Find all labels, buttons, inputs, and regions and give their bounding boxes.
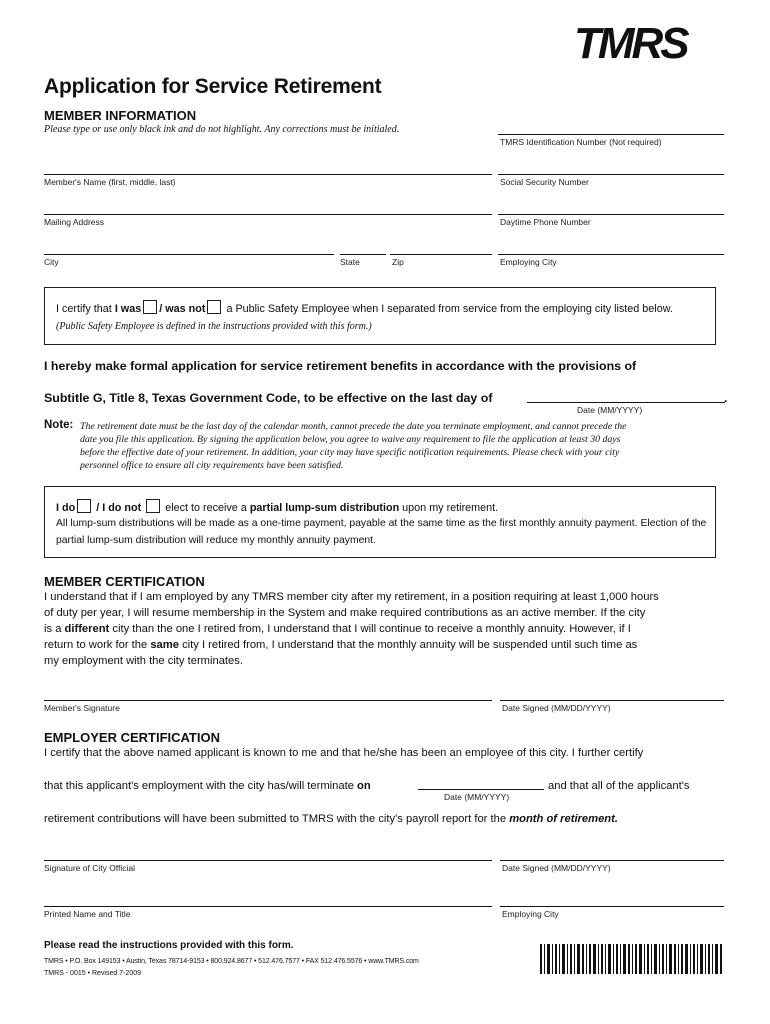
- ink-instructions: Please type or use only black ink and do not highlight. Any corrections must be initialed.: [44, 124, 400, 135]
- termination-date-label: Date (MM/YYYY): [444, 792, 510, 802]
- slash-text: /: [159, 303, 163, 315]
- member-cert-heading: MEMBER CERTIFICATION: [44, 574, 205, 589]
- employing-city-label: Employing City: [500, 257, 557, 267]
- was-not-label: was not: [165, 303, 206, 315]
- certify-suffix: a Public Safety Employee when I separated from service from the employing city listed below.: [226, 303, 673, 315]
- zip-field[interactable]: [390, 254, 492, 255]
- member-name-label: Member's Name (first, middle, last): [44, 177, 176, 187]
- i-do-not-checkbox[interactable]: [146, 499, 160, 513]
- public-safety-note: (Public Safety Employee is defined in the instructions provided with this form.): [56, 321, 372, 332]
- logo-text: TMRS: [574, 20, 687, 64]
- application-line-2: Subtitle G, Title 8, Texas Government Code, to be effective on the last day of: [44, 391, 493, 405]
- phone-field[interactable]: [498, 214, 724, 215]
- lump-sum-line-3: partial lump-sum distribution will reduce my monthly annuity payment.: [56, 535, 376, 546]
- partial-lump-sum-text: partial lump-sum distribution: [249, 502, 400, 514]
- employer-city-field[interactable]: [500, 906, 724, 907]
- official-date-signed-field[interactable]: [500, 860, 724, 861]
- mailing-address-field[interactable]: [44, 214, 492, 215]
- member-date-signed-label: Date Signed (MM/DD/YYYY): [502, 703, 611, 713]
- barcode-icon: [540, 944, 722, 974]
- employing-city-field[interactable]: [498, 254, 724, 255]
- note-line-2: date you file this application. By signing the application below, you agree to waive any requirement to file the application at least 30 days: [80, 434, 621, 445]
- l2-start: that this applicant's employment with the city has/will terminate: [44, 780, 354, 792]
- l4-end: city I retired from, I understand that the monthly annuity will be suspended until such time as: [182, 639, 638, 651]
- tmrs-id-field[interactable]: [498, 134, 724, 135]
- note-label: Note:: [44, 419, 74, 431]
- member-name-field[interactable]: [44, 174, 492, 175]
- l3-end: city than the one I retired from, I understand that I will continue to receive a monthly annuity. However, if I: [112, 623, 631, 635]
- period: .: [724, 391, 728, 405]
- note-line-1: The retirement date must be the last day of the calendar month, cannot precede the date you terminate employment, and cannot precede the: [80, 421, 627, 432]
- l3e-start: retirement contributions will have been submitted to TMRS with the city's payroll report for the: [44, 813, 507, 825]
- page-title: Application for Service Retirement: [44, 75, 382, 98]
- application-line-1: I hereby make formal application for service retirement benefits in accordance with the provisions of: [44, 359, 637, 373]
- employer-cert-line-1: I certify that the above named applicant is known to me and that he/she has been an employee of this city. I further certify: [44, 747, 644, 759]
- different-text: different: [64, 623, 110, 635]
- on-text: on: [357, 780, 371, 792]
- month-of-retirement-text: month of retirement.: [509, 813, 618, 825]
- public-safety-box: [44, 287, 716, 345]
- effective-date-label: Date (MM/YYYY): [577, 405, 643, 415]
- printed-name-field[interactable]: [44, 906, 492, 907]
- was-not-checkbox[interactable]: [207, 300, 221, 314]
- tmrs-logo: [572, 20, 724, 64]
- elect-text: elect to receive a: [165, 502, 247, 514]
- i-do-label: I do: [56, 502, 76, 514]
- member-date-signed-field[interactable]: [500, 700, 724, 701]
- ssn-field[interactable]: [498, 174, 724, 175]
- official-signature-label: Signature of City Official: [44, 863, 136, 873]
- effective-date-field[interactable]: [527, 402, 725, 403]
- state-field[interactable]: [340, 254, 386, 255]
- official-date-signed-label: Date Signed (MM/DD/YYYY): [502, 863, 611, 873]
- mailing-address-label: Mailing Address: [44, 217, 105, 227]
- tmrs-id-label: TMRS Identification Number (Not required): [500, 137, 662, 147]
- i-do-checkbox[interactable]: [77, 499, 91, 513]
- city-field[interactable]: [44, 254, 334, 255]
- member-signature-field[interactable]: [44, 700, 492, 701]
- member-cert-line-5: my employment with the city terminates.: [44, 655, 243, 667]
- employer-cert-line-2a: [44, 778, 371, 794]
- lump-sum-line-2: All lump-sum distributions will be made as a one-time payment, payable at the same time as the first monthly annuity payment. Election of the: [56, 518, 707, 529]
- i-do-not-label: I do not: [102, 502, 142, 514]
- termination-date-field[interactable]: [418, 789, 544, 790]
- member-signature-label: Member's Signature: [44, 703, 120, 713]
- member-cert-line-2: of duty per year, I will resume membership in the System and make required contributions as an active member. If the city: [44, 607, 646, 619]
- employer-cert-heading: EMPLOYER CERTIFICATION: [44, 730, 220, 745]
- phone-label: Daytime Phone Number: [500, 217, 591, 227]
- lump-sum-statement: [56, 499, 498, 514]
- employer-cert-line-2c: and that all of the applicant's: [548, 780, 690, 792]
- footer-form-number: TMRS - 0015 • Revised 7-2009: [44, 970, 141, 977]
- was-label: I was: [114, 303, 142, 315]
- was-checkbox[interactable]: [143, 300, 157, 314]
- zip-label: Zip: [392, 257, 404, 267]
- printed-name-label: Printed Name and Title: [44, 909, 131, 919]
- ssn-label: Social Security Number: [500, 177, 589, 187]
- employer-cert-line-3: [44, 811, 618, 827]
- official-signature-field[interactable]: [44, 860, 492, 861]
- l4-start: return to work for the: [44, 639, 148, 651]
- certify-prefix: I certify that: [56, 303, 112, 315]
- same-text: same: [150, 639, 179, 651]
- member-cert-line-4: [44, 637, 637, 653]
- member-cert-line-3: [44, 621, 631, 637]
- upon-text: upon my retirement.: [402, 502, 499, 514]
- public-safety-statement: [56, 300, 673, 315]
- footer-address: TMRS • P.O. Box 149153 • Austin, Texas 78714-9153 • 800.924.8677 • 512.476.7577 • FAX 512.476.5576 • www.TMRS.com: [44, 958, 419, 965]
- member-cert-line-1: I understand that if I am employed by any TMRS member city after my retirement, in a position requiring at least 1,000 hours: [44, 591, 659, 603]
- note-line-4: personnel office to ensure all city requirements have been satisfied.: [80, 460, 344, 471]
- city-label: City: [44, 257, 59, 267]
- employer-city-label: Employing City: [502, 909, 559, 919]
- note-line-3: before the effective date of your retirement. In addition, your city may have specific notification requirements. Please check with your city: [80, 447, 620, 458]
- read-instructions: Please read the instructions provided with this form.: [44, 940, 294, 951]
- member-info-heading: MEMBER INFORMATION: [44, 108, 197, 123]
- lump-slash: /: [96, 502, 100, 514]
- l3-start: is a: [44, 623, 62, 635]
- state-label: State: [340, 257, 360, 267]
